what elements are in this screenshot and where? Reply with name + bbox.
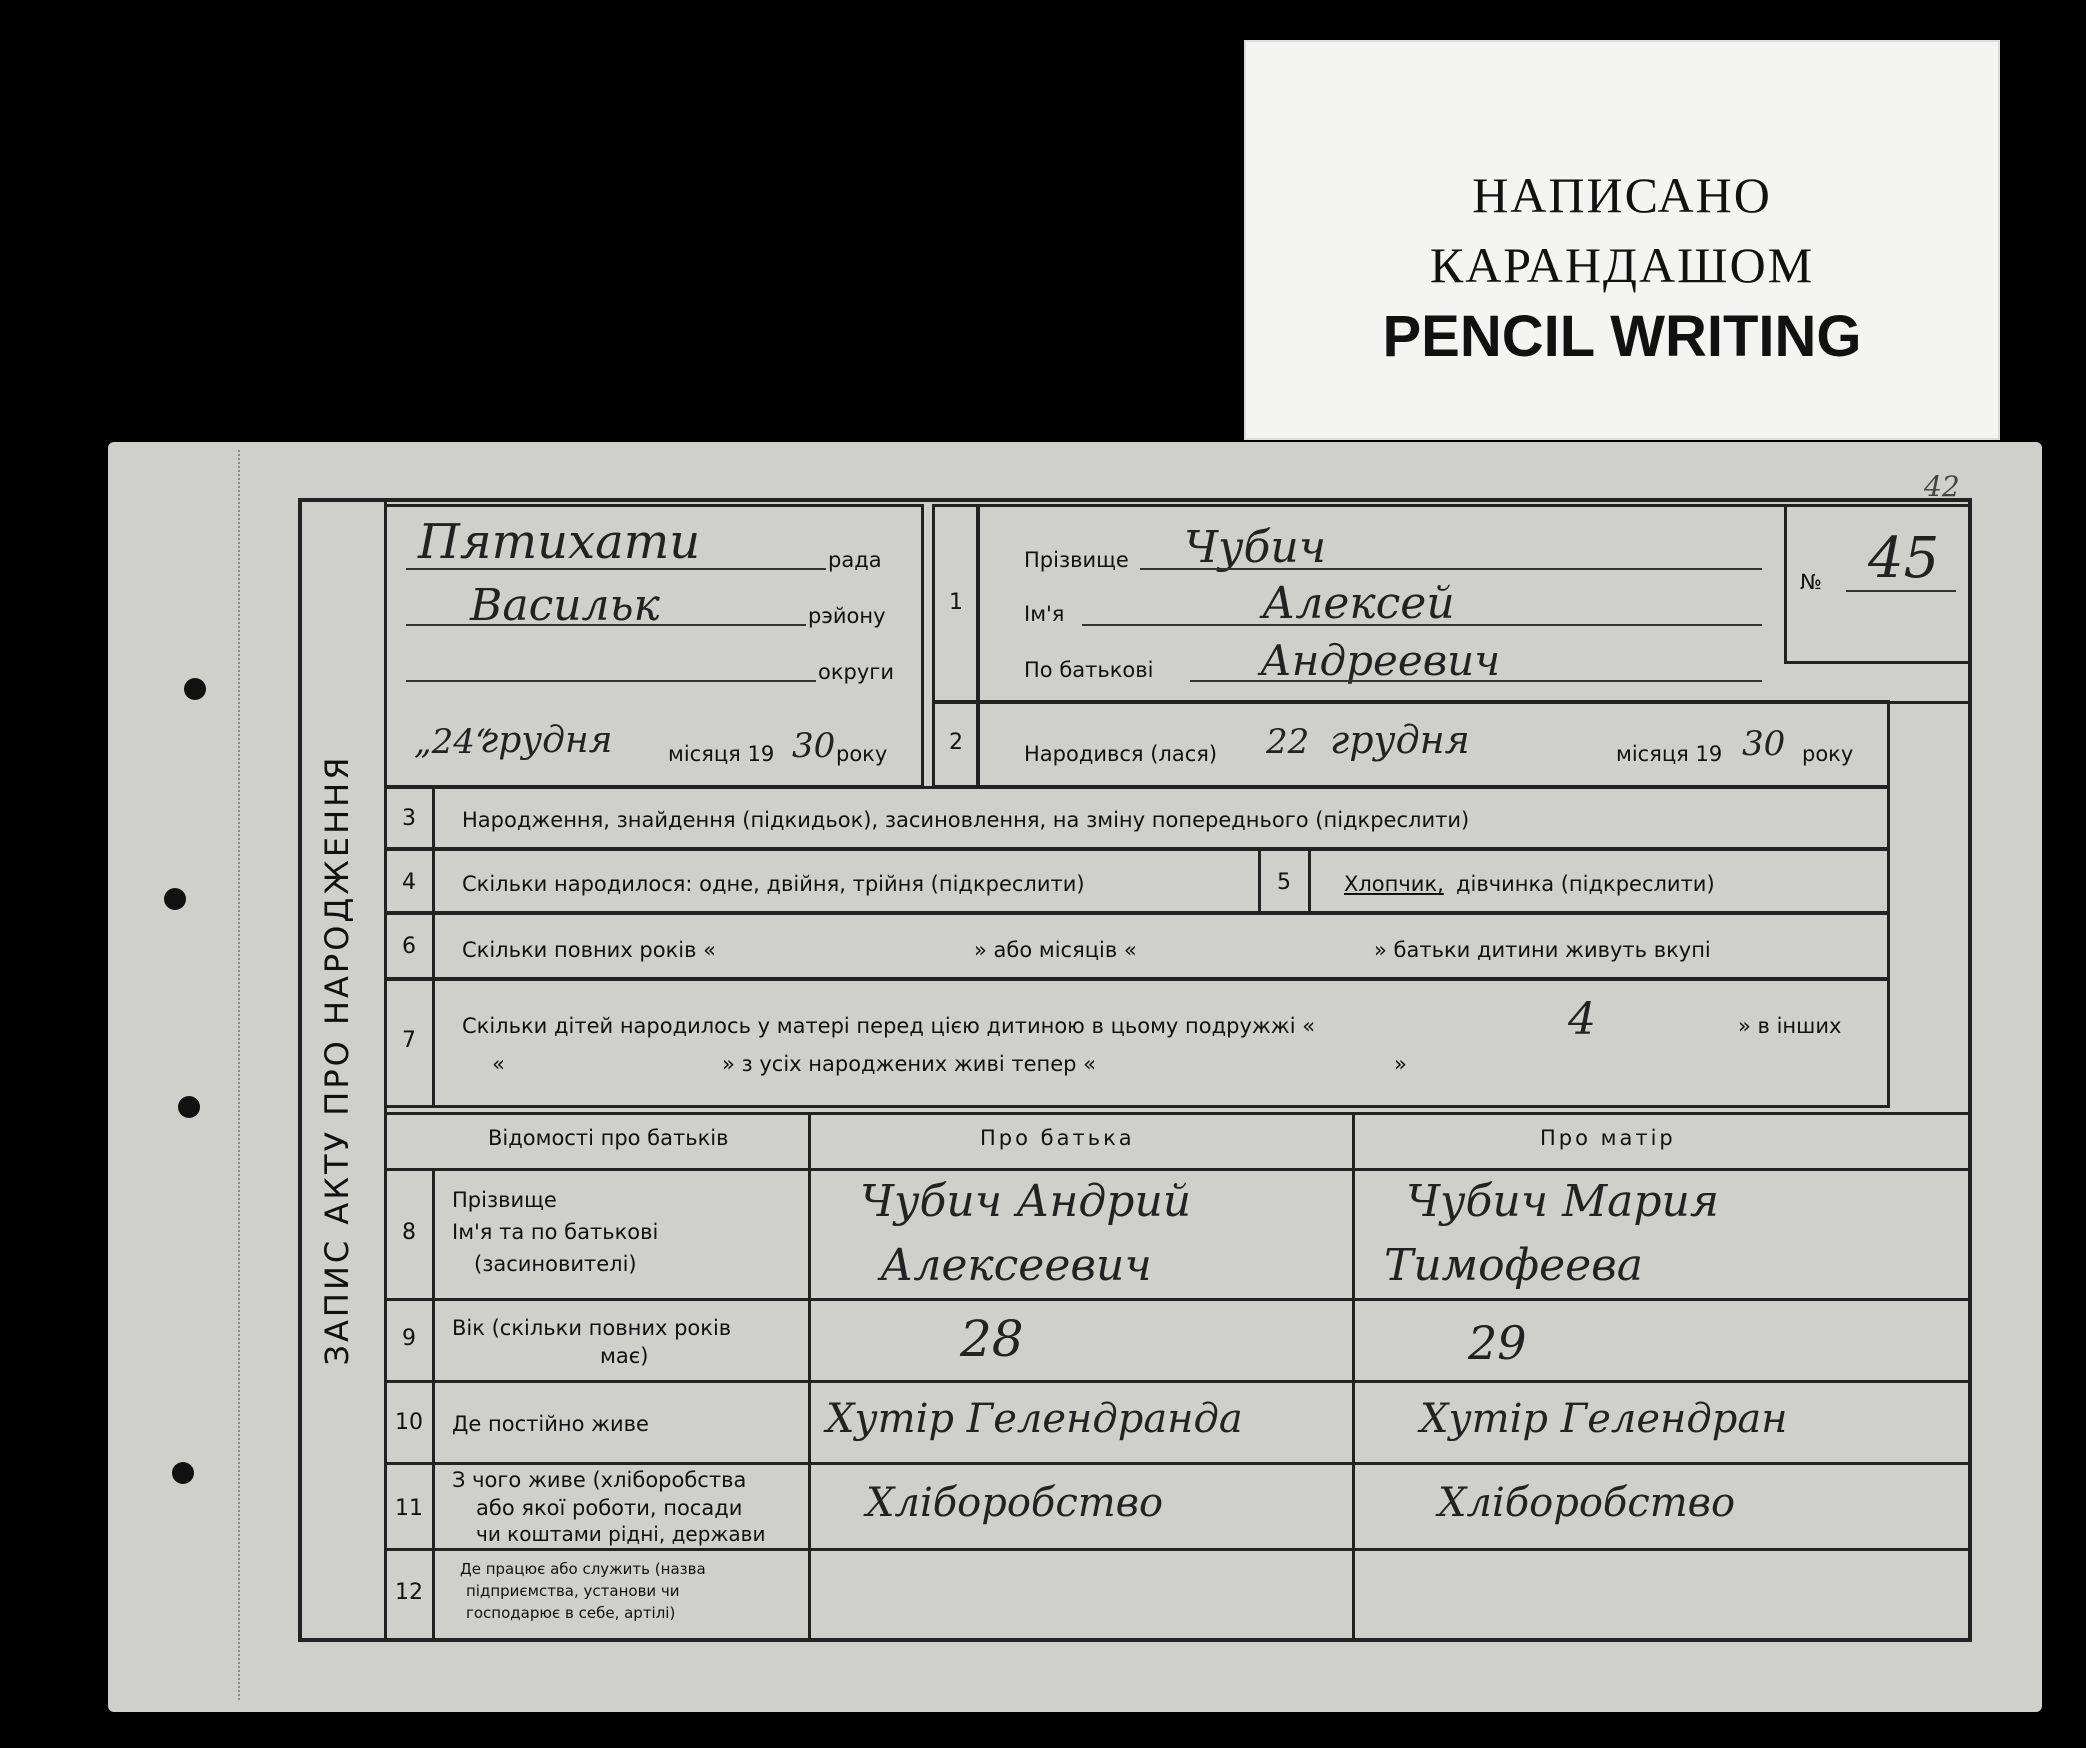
date-end: року [836,742,888,766]
label-line-3: PENCIL WRITING [1382,304,1862,369]
child-name: Алексей [1262,578,1455,629]
mother-name-2: Тимофеева [1384,1240,1644,1291]
row-12-label-3: господарює в себе, артілі) [466,1604,676,1622]
pencil-writing-label [1244,40,2000,440]
row-12-label-1: Де працює або служить (назва [460,1560,706,1578]
date-mid: місяця 19 [668,742,775,766]
rada-label: рада [828,548,882,572]
row-9-number: 9 [402,1326,416,1351]
row-9-label-2: має) [600,1344,649,1368]
record-number: 45 [1868,526,1940,591]
punch-hole [178,1096,200,1118]
father-age: 28 [960,1310,1024,1368]
row-7-value: 4 [1568,994,1596,1045]
binding-edge [238,450,244,1700]
row-11-label-1: З чого живе (хліборобства [452,1468,747,1492]
divider [384,1168,1972,1171]
row-7-d: » з усіх народжених живі тепер « [722,1052,1097,1076]
row-5-boy: Хлопчик, [1344,872,1444,896]
row-6-number: 6 [402,934,416,959]
row-8-label-1: Прізвище [452,1188,557,1212]
born-day: 22 [1266,722,1310,762]
row-4-text: Скільки народилося: одне, двійня, трійня (підкреслити) [462,872,1085,896]
rule [1140,568,1762,570]
row-10-label: Де постійно живе [452,1412,649,1436]
father-name-1: Чубич Андрий [860,1176,1192,1227]
row-1-number: 1 [949,590,963,615]
row-3-text: Народження, знайдення (підкидьок), засиновлення, на зміну попереднього (підкреслити) [462,808,1470,832]
row-5-text: дівчинка (підкреслити) [1456,872,1715,896]
parents-header-label: Відомості про батьків [488,1126,729,1150]
rule [406,624,806,626]
row-7 [384,978,1890,1108]
row-3-number: 3 [402,806,416,831]
label-line-2: КАРАНДАШОМ [1429,237,1815,293]
row-2-number: 2 [949,730,963,755]
father-occupation: Хліборобство [866,1480,1164,1526]
divider [432,1170,435,1642]
row-6-b: » або місяців « [974,938,1137,962]
row-6-c: » батьки дитини живуть вкупі [1374,938,1711,962]
mother-age: 29 [1468,1316,1527,1370]
born-mid: місяця 19 [1616,742,1723,766]
row-7-a: Скільки дітей народилось у матері перед цією дитиною в цьому подружжі « [462,1014,1316,1038]
divider [384,1462,1972,1465]
born-label: Народився (лася) [1024,742,1218,766]
row-9-label-1: Вік (скільки повних років [452,1316,732,1340]
mother-residence: Хутір Гелендран [1420,1396,1788,1442]
row-5-number: 5 [1277,870,1291,895]
mother-header: Про матір [1540,1126,1676,1150]
rule [1082,624,1762,626]
patronymic-label: По батькові [1024,658,1154,682]
row-11-label-2: або якої роботи, посади [476,1496,743,1520]
mother-occupation: Хліборобство [1438,1480,1736,1526]
name-label: Ім'я [1024,602,1065,626]
father-residence: Хутір Гелендранда [826,1396,1243,1442]
surname-label: Прізвище [1024,548,1129,572]
punch-hole [184,678,206,700]
date-month: грудня [480,720,613,761]
row-7-e: » [1394,1052,1407,1076]
born-end: року [1802,742,1854,766]
row-6-a: Скільки повних років « [462,938,717,962]
row-8-label-3: (засиновителі) [474,1252,637,1276]
divider [1308,848,1311,914]
rule [406,568,826,570]
row-12-number: 12 [395,1580,423,1605]
child-surname: Чубич [1184,522,1327,573]
row-10-number: 10 [395,1410,423,1435]
born-month: грудня [1330,718,1470,762]
divider [384,1380,1972,1383]
divider [1352,1112,1355,1642]
row-11-label-3: чи коштами рідні, держави [476,1522,766,1546]
row-12-label-2: підприємства, установи чи [466,1582,680,1600]
divider [808,1112,811,1642]
okrug-label: округи [818,660,894,684]
rada-value: Пятихати [418,514,701,570]
divider [384,1298,1972,1301]
punch-hole [164,888,186,910]
father-header: Про батька [980,1126,1135,1150]
punch-hole [172,1462,194,1484]
father-name-2: Алексеевич [880,1240,1152,1291]
side-title: ЗАПИС АКТУ ПРО НАРОДЖЕННЯ [318,754,356,1366]
rule [1846,590,1956,592]
rayon-value: Васильк [470,580,660,631]
record-number-label: № [1800,570,1822,594]
row-8-number: 8 [402,1220,416,1245]
row-8-label-2: Ім'я та по батькові [452,1220,659,1244]
divider [384,1548,1972,1551]
child-patronymic: Андреевич [1260,636,1501,685]
row-7-number: 7 [402,1028,416,1053]
rayon-label: рэйону [808,604,886,628]
row-7-c: « [492,1052,505,1076]
born-year: 30 [1742,724,1786,764]
rule [406,680,816,682]
page-mark: 42 [1924,470,1960,503]
row-7-b: » в інших [1738,1014,1842,1038]
row-4-number: 4 [402,870,416,895]
mother-name-1: Чубич Мария [1406,1176,1720,1227]
date-day: „24“ [414,722,493,762]
date-year: 30 [792,726,836,766]
rule [1190,680,1762,682]
row-11-number: 11 [395,1496,423,1521]
label-line-1: НАПИСАНО [1472,167,1772,223]
